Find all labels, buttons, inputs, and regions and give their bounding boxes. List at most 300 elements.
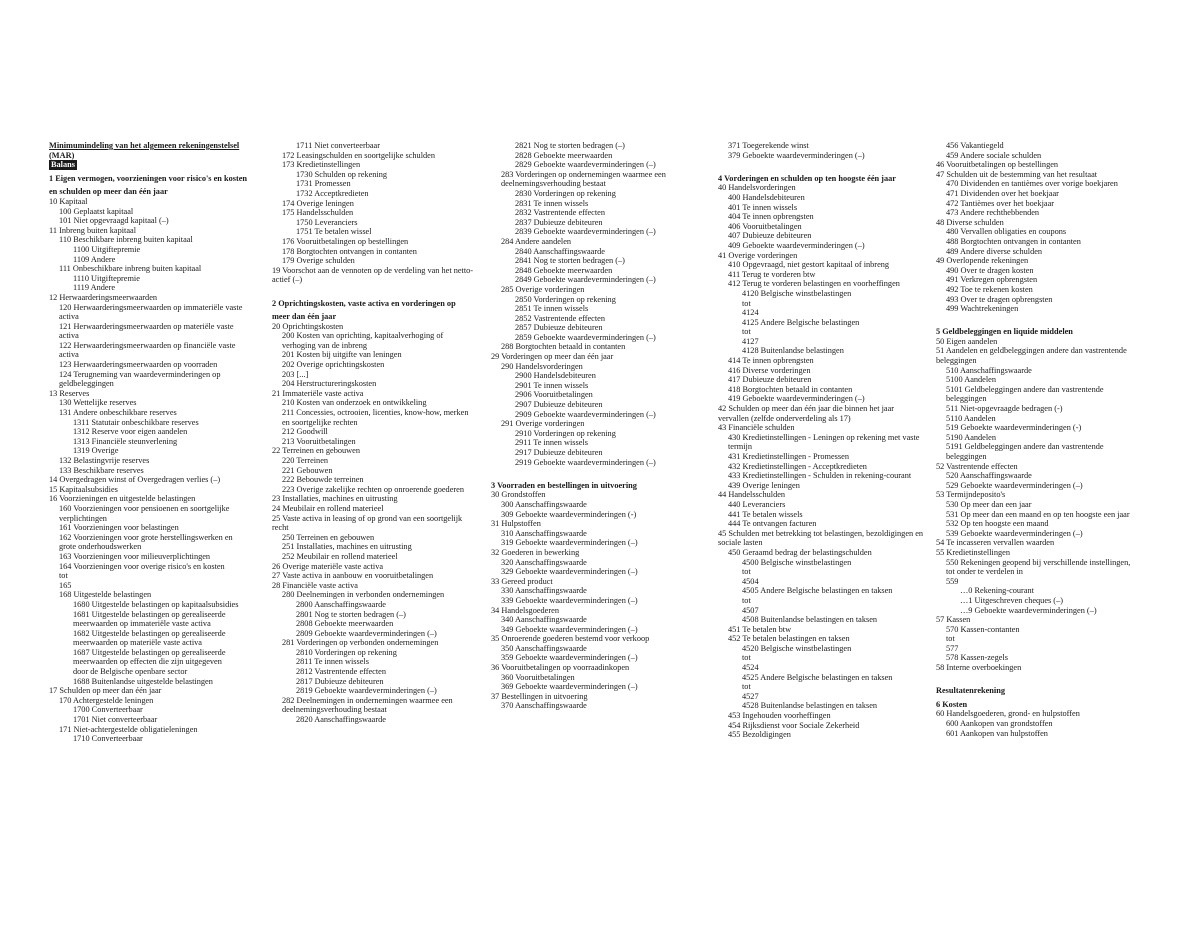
account-line: 310 Aanschaffingswaarde (501, 528, 587, 538)
account-line: 57 Kassen (936, 615, 971, 625)
account-line: 2828 Geboekte meerwaarden (515, 150, 613, 160)
account-line: 404 Te innen opbrengsten (728, 212, 814, 222)
account-line: 1109 Andere (73, 254, 116, 264)
account-line: 173 Kredietinstellingen (282, 160, 361, 170)
account-line: 5190 Aandelen (946, 432, 996, 442)
account-line: 252 Meubilair en rollend materieel (282, 551, 398, 561)
account-line: tot (742, 595, 751, 605)
account-line: 46 Vooruitbetalingen op bestellingen (936, 160, 1059, 170)
account-line: 14 Overgedragen winst of Overgedragen verlies (–) (49, 475, 221, 485)
account-line: 412 Terug te vorderen belastingen en voorheffingen (728, 279, 900, 289)
account-line: 290 Handelsvorderingen (501, 361, 583, 371)
account-line: 440 Leveranciers (728, 499, 786, 509)
account-line: 432 Kredietinstellingen - Acceptkredieten (728, 461, 867, 471)
account-line: 164 Voorzieningen voor overige risico's en kosten (59, 561, 225, 571)
account-line: 24 Meubilair en rollend materieel (272, 503, 384, 513)
account-line: 2819 Geboekte waardeverminderingen (–) (296, 686, 437, 696)
account-line: 210 Kosten van onderzoek en ontwikkeling (282, 398, 427, 408)
account-line: 4508 Buitenlandse belastingen en taksen (742, 615, 878, 625)
account-line: 309 Geboekte waardeverminderingen (-) (501, 509, 637, 519)
account-line: 417 Dubieuze debiteuren (728, 375, 812, 385)
account-line: 2810 Vorderingen op rekening (296, 647, 397, 657)
account-line: 371 Toegerekende winst (728, 141, 809, 150)
account-line: 2906 Vooruitbetalingen (515, 390, 593, 400)
account-line: 360 Vooruitbetalingen (501, 672, 575, 682)
account-line: 2909 Geboekte waardeverminderingen (–) (515, 409, 656, 419)
account-line: 2907 Dubieuze debiteuren (515, 400, 603, 410)
section-heading: 3 Voorraden en bestellingen in uitvoering (491, 480, 637, 490)
account-line: 4125 Andere Belgische belastingen (742, 317, 860, 327)
account-line: verplichtingen (59, 513, 107, 523)
account-line: 1732 Acceptkredieten (296, 188, 369, 198)
account-line: 492 Toe te rekenen kosten (946, 284, 1033, 294)
section-heading: 2 Oprichtingskosten, vaste activa en vorderingen op (272, 298, 456, 308)
account-line: 5100 Aandelen (946, 375, 996, 385)
account-line: 350 Aanschaffingswaarde (501, 643, 587, 653)
account-line: beleggingen (946, 394, 987, 404)
account-line: 223 Overige zakelijke rechten op onroerende goederen (282, 484, 464, 494)
account-line: 120 Herwaarderingsmeerwaarden op immateriële vaste (59, 302, 243, 312)
account-line: 44 Handelsschulden (718, 490, 786, 500)
account-line: 133 Beschikbare reserves (59, 465, 144, 475)
account-line: 23 Installaties, machines en uitrusting (272, 494, 398, 504)
account-line: 2830 Vorderingen op rekening (515, 188, 616, 198)
account-line: 285 Overige vorderingen (501, 284, 585, 294)
column-2 (272, 141, 490, 725)
account-line: vervallen (zelfde onderverdeling als 17) (718, 413, 851, 423)
account-line: 1313 Financiële steunverlening (73, 436, 178, 446)
account-line: 1688 Buitenlandse uitgestelde belastingen (73, 676, 213, 686)
account-line: 4504 (742, 576, 759, 586)
column-4 (718, 141, 930, 740)
account-line: 2910 Vorderingen op rekening (515, 428, 616, 438)
account-line: 539 Geboekte waardeverminderingen (–) (946, 528, 1083, 538)
section-heading: 5 Geldbeleggingen en liquide middelen (936, 327, 1073, 337)
account-line: 452 Te betalen belastingen en taksen (728, 634, 850, 644)
account-line: 43 Financiële schulden (718, 423, 795, 433)
account-line: 489 Andere diverse schulden (946, 246, 1043, 256)
account-line: tot (946, 634, 955, 644)
account-line: 2849 Geboekte waardeverminderingen (–) (515, 275, 656, 285)
account-line: 1751 Te betalen wissel (296, 227, 372, 237)
account-line: 2851 Te innen wissels (515, 304, 589, 314)
account-line: meerwaarden op materiële vaste activa (73, 638, 202, 648)
account-line: 499 Wachtrekeningen (946, 304, 1019, 314)
account-line: sociale lasten (718, 538, 763, 548)
document-tag: (MAR) (49, 150, 75, 160)
section-heading: 6 Kosten (936, 699, 968, 709)
account-line: 4120 Belgische winstbelastingen (742, 288, 852, 298)
account-line: 1710 Converteerbaar (73, 734, 143, 744)
account-line: 60 Handelsgoederen, grond- en hulpstoffen (936, 709, 1080, 719)
account-line: 45 Schulden met betrekking tot belastingen, bezoldigingen en (718, 528, 924, 538)
account-line: 131 Andere onbeschikbare reserves (59, 408, 177, 418)
account-line: 123 Herwaarderingsmeerwaarden op voorraden (59, 360, 218, 370)
account-line: 28 Financiële vaste activa (272, 580, 358, 590)
account-line: 459 Andere sociale schulden (946, 150, 1042, 160)
account-line: tot (59, 571, 68, 581)
account-line: 491 Verkregen opbrengsten (946, 275, 1038, 285)
account-line: 2852 Vastrentende effecten (515, 313, 606, 323)
account-line: 450 Geraamd bedrag der belastingschulden (728, 547, 872, 557)
account-line: 480 Vervallen obligaties en coupons (946, 227, 1067, 237)
account-line: 58 Interne overboekingen (936, 663, 1022, 673)
account-line: 162 Voorzieningen voor grote herstellingswerken en (59, 532, 233, 542)
account-line: 16 Voorzieningen en uitgestelde belastingen (49, 494, 196, 504)
account-line: activa (59, 312, 79, 322)
account-line: 439 Overige leningen (728, 480, 800, 490)
account-line: 15 Kapitaalsubsidies (49, 484, 118, 494)
account-line: …0 Rekening-courant (960, 586, 1034, 596)
account-line: 2919 Geboekte waardeverminderingen (–) (515, 457, 656, 467)
account-line: 369 Geboekte waardeverminderingen (–) (501, 682, 638, 692)
account-line: meerwaarden op immateriële vaste activa (73, 619, 211, 629)
account-line: 2811 Te innen wissels (296, 657, 369, 667)
account-line (272, 285, 490, 295)
account-line: 37 Bestellingen in uitvoering (491, 691, 588, 701)
account-line: 490 Over te dragen kosten (946, 265, 1034, 275)
account-line: 340 Aanschaffingswaarde (501, 615, 587, 625)
account-line: 55 Kredietinstellingen (936, 547, 1010, 557)
account-line: 34 Handelsgoederen (491, 605, 559, 615)
account-line (936, 673, 1174, 683)
account-line: 288 Borgtochten betaald in contanten (501, 342, 626, 352)
account-line: 471 Dividenden over het boekjaar (946, 188, 1059, 198)
account-line: recht (272, 523, 289, 533)
account-line: 100 Geplaatst kapitaal (59, 206, 134, 216)
account-line: 281 Vorderingen op verbonden ondernemingen (282, 638, 439, 648)
account-line: 1100 Uitgiftepremie (73, 244, 141, 254)
account-line: 1750 Leveranciers (296, 217, 358, 227)
account-line: 532 Op ten hoogste een maand (946, 519, 1049, 529)
account-line: 401 Te innen wissels (728, 202, 798, 212)
account-line: 2831 Te innen wissels (515, 198, 589, 208)
account-line: 2801 Nog te storten bedragen (–) (296, 609, 406, 619)
account-line: 349 Geboekte waardeverminderingen (–) (501, 624, 638, 634)
account-line: 2859 Geboekte waardeverminderingen (–) (515, 332, 656, 342)
account-line: 578 Kassen-zegels (946, 653, 1008, 663)
account-line: tot (742, 682, 751, 692)
account-line: 319 Geboekte waardeverminderingen (–) (501, 538, 638, 548)
account-line: 519 Geboekte waardeverminderingen (-) (946, 423, 1082, 433)
account-line: 170 Achtergestelde leningen (59, 695, 154, 705)
account-line: 2821 Nog te storten bedragen (–) (515, 141, 625, 150)
account-line: 1680 Uitgestelde belastingen op kapitaalsubsidies (73, 599, 239, 609)
account-line: 2837 Dubieuze debiteuren (515, 217, 603, 227)
account-line: 1311 Statutair onbeschikbare reserves (73, 417, 199, 427)
account-line: 4528 Buitenlandse belastingen en taksen (742, 701, 878, 711)
account-line: 1687 Uitgestelde belastingen op gerealiseerde (73, 647, 226, 657)
account-line: 50 Eigen aandelen (936, 336, 998, 346)
account-line: 54 Te incasseren vervallen waarden (936, 538, 1055, 548)
account-line: 222 Bebouwde terreinen (282, 475, 364, 485)
account-line: 410 Opgevraagd, niet gestort kapitaal of inbreng (728, 260, 890, 270)
account-line: 453 Ingehouden voorheffingen (728, 711, 831, 721)
account-line: 20 Oprichtingskosten (272, 321, 344, 331)
account-line: 5101 Geldbeleggingen andere dan vastrentende (946, 384, 1104, 394)
column-1-lines (49, 174, 265, 744)
account-line: 29 Vorderingen op meer dan één jaar (491, 352, 614, 362)
account-line: 221 Gebouwen (282, 465, 333, 475)
column-1 (49, 141, 265, 744)
account-line: 456 Vakantiegeld (946, 141, 1004, 150)
account-line: 31 Hulpstoffen (491, 519, 541, 529)
account-line: 163 Voorzieningen voor milieuverplichtingen (59, 551, 211, 561)
account-line (936, 314, 1174, 324)
account-line: 1110 Uitgiftepremie (73, 273, 140, 283)
account-line: 4527 (742, 691, 759, 701)
account-line (491, 467, 721, 477)
account-line: 530 Op meer dan een jaar (946, 499, 1032, 509)
account-line: …1 Uitgeschreven cheques (–) (960, 595, 1063, 605)
account-line: 176 Vooruitbetalingen op bestellingen (282, 236, 409, 246)
account-line: 1312 Reserve voor eigen aandelen (73, 427, 188, 437)
account-line: 411 Terug te vorderen btw (728, 269, 816, 279)
account-line: 550 Rekeningen geopend bij verschillende instellingen, (946, 557, 1131, 567)
account-line: grote onderhoudswerken (59, 542, 142, 552)
account-line: 330 Aanschaffingswaarde (501, 586, 587, 596)
account-line: 414 Te innen opbrengsten (728, 356, 814, 366)
account-line: verhoging van de inbreng (282, 340, 368, 350)
account-line: 42 Schulden op meer dan één jaar die binnen het jaar (718, 404, 895, 414)
account-line: 52 Vastrentende effecten (936, 461, 1018, 471)
account-line: 201 Kosten bij uitgifte van leningen (282, 350, 402, 360)
account-line: 13 Reserves (49, 388, 90, 398)
section-heading: 4 Vorderingen en schulden op ten hoogste één jaar (718, 173, 896, 183)
account-line: 121 Herwaarderingsmeerwaarden op materiële vaste (59, 321, 234, 331)
account-line: 132 Belastingvrije reserves (59, 456, 150, 465)
account-line: 1711 Niet converteerbaar (296, 141, 381, 150)
account-line: 284 Andere aandelen (501, 236, 572, 246)
account-line: 2812 Vastrentende effecten (296, 667, 387, 677)
account-line: 320 Aanschaffingswaarde (501, 557, 587, 567)
account-line: 175 Handelsschulden (282, 208, 354, 218)
account-line: 49 Overlopende rekeningen (936, 256, 1029, 266)
account-line: 220 Terreinen (282, 456, 329, 465)
account-line: 48 Diverse schulden (936, 217, 1004, 227)
account-line: 25 Vaste activa in leasing of op grond van een soortgelijk (272, 513, 463, 523)
account-line: geldbeleggingen (59, 379, 114, 389)
account-line: 531 Op meer dan een maand en op ten hoogste een jaar (946, 509, 1130, 519)
account-line: 30 Grondstoffen (491, 490, 546, 500)
account-line: 2800 Aanschaffingswaarde (296, 599, 386, 609)
section-heading: en schulden op meer dan één jaar (49, 187, 168, 197)
document-subtag: Balans (51, 160, 75, 170)
account-line: 21 Immateriële vaste activa (272, 388, 364, 398)
account-line: 430 Kredietinstellingen - Leningen op rekening met vaste (728, 432, 920, 442)
account-line: 12 Herwaarderingsmeerwaarden (49, 292, 158, 302)
account-line: 10 Kapitaal (49, 196, 88, 206)
account-line: 200 Kosten van oprichting, kapitaalverhoging of (282, 331, 444, 341)
account-line: door de Belgische openbare sector (73, 667, 188, 677)
account-line: 359 Geboekte waardeverminderingen (–) (501, 653, 638, 663)
account-line: 1701 Niet converteerbaar (73, 715, 158, 725)
account-line: 455 Bezoldigingen (728, 730, 791, 740)
account-line: 300 Aanschaffingswaarde (501, 499, 587, 509)
account-line: 1681 Uitgestelde belastingen op gerealiseerde (73, 609, 226, 619)
account-line: 570 Kassen-contanten (946, 624, 1020, 634)
account-line: 329 Geboekte waardeverminderingen (–) (501, 567, 638, 577)
account-line: tot onder te verdelen in (946, 567, 1023, 577)
account-line: 2840 Aanschaffingswaarde (515, 246, 605, 256)
account-line: 51 Aandelen en geldbeleggingen andere dan vastrentende (936, 346, 1127, 356)
account-line: activa (59, 331, 79, 341)
account-line: 101 Niet opgevraagd kapitaal (–) (59, 216, 169, 226)
account-line: 168 Uitgestelde belastingen (59, 590, 152, 600)
account-line: 17 Schulden op meer dan één jaar (49, 686, 162, 696)
account-line: 4124 (742, 308, 759, 318)
account-line: termijn (728, 442, 752, 452)
account-line: 172 Leasingschulden en soortgelijke schulden (282, 150, 435, 160)
account-line: 2917 Dubieuze debiteuren (515, 448, 603, 457)
document-title: Minimumindeling van het algemeen rekeningenstelsel (49, 141, 240, 150)
account-line: 291 Overige vorderingen (501, 419, 585, 429)
account-line: 2808 Geboekte meerwaarden (296, 619, 394, 629)
account-line: 53 Termijndeposito's (936, 490, 1006, 500)
account-line: 4505 Andere Belgische belastingen en taksen (742, 586, 893, 596)
account-line: 280 Deelnemingen in verbonden ondernemingen (282, 590, 445, 600)
account-line: 406 Vooruitbetalingen (728, 221, 802, 231)
account-line: 559 (946, 576, 959, 586)
account-line: 488 Borgtochten ontvangen in contanten (946, 236, 1081, 246)
account-line: 1730 Schulden op rekening (296, 169, 388, 179)
account-line: 5191 Geldbeleggingen andere dan vastrentende (946, 442, 1104, 452)
account-line: 211 Concessies, octrooien, licenties, know-how, merken (282, 408, 469, 418)
account-line: 27 Vaste activa in aanbouw en vooruitbetalingen (272, 571, 434, 581)
account-line: 5110 Aandelen (946, 413, 996, 423)
account-line: 2829 Geboekte waardeverminderingen (–) (515, 160, 656, 170)
account-line: 179 Overige schulden (282, 256, 355, 266)
account-line: 2900 Handelsdebiteuren (515, 371, 596, 381)
account-line: 2832 Vastrentende effecten (515, 208, 606, 218)
account-line: 419 Geboekte waardeverminderingen (–) (728, 394, 865, 404)
account-line: 2817 Dubieuze debiteuren (296, 676, 384, 686)
account-line: 451 Te betalen btw (728, 624, 792, 634)
account-line: 418 Borgtochten betaald in contanten (728, 384, 853, 394)
section-heading: meer dan één jaar (272, 312, 337, 322)
account-line: activa (59, 350, 79, 360)
account-line: 19 Voorschot aan de vennoten op de verdeling van het netto- (272, 265, 474, 275)
account-line: 33 Gereed product (491, 576, 553, 586)
account-line: 32 Goederen in bewerking (491, 547, 580, 557)
account-line: 4520 Belgische winstbelastingen (742, 643, 852, 653)
account-line: 11 Inbreng buiten kapitaal (49, 225, 137, 235)
account-line: 510 Aanschaffingswaarde (946, 365, 1032, 375)
account-line: 470 Dividenden en tantièmes over vorige boekjaren (946, 179, 1118, 189)
account-line: 110 Beschikbare inbreng buiten kapitaal (59, 235, 193, 245)
account-line: 212 Goodwill (282, 427, 328, 437)
account-line: 171 Niet-achtergestelde obligatieleningen (59, 724, 198, 734)
account-line: en soortgelijke rechten (282, 417, 358, 427)
account-line: 529 Geboekte waardeverminderingen (–) (946, 480, 1083, 490)
account-line: 431 Kredietinstellingen - Promessen (728, 452, 849, 461)
account-line: 4127 (742, 336, 759, 346)
account-line: 40 Handelsvorderingen (718, 183, 796, 193)
account-line: 577 (946, 643, 959, 653)
account-line: 35 Onroerende goederen bestemd voor verkoop (491, 634, 650, 644)
account-line: 454 Rijksdienst voor Sociale Zekerheid (728, 720, 860, 730)
account-line: 2839 Geboekte waardeverminderingen (–) (515, 227, 656, 237)
account-line: 47 Schulden uit de bestemming van het resultaat (936, 169, 1098, 179)
account-line: 174 Overige leningen (282, 198, 354, 208)
account-line: 1119 Andere (73, 283, 116, 293)
account-line: 2820 Aanschaffingswaarde (296, 715, 386, 725)
account-line: 2809 Geboekte waardeverminderingen (–) (296, 628, 437, 638)
account-line: 22 Terreinen en gebouwen (272, 446, 360, 456)
account-line: 130 Wettelijke reserves (59, 398, 137, 408)
account-line: deelnemingsverhouding bestaat (501, 179, 606, 189)
account-line: 26 Overige materiële vaste activa (272, 561, 384, 571)
account-line: 473 Andere rechthebbenden (946, 208, 1040, 218)
account-line: 493 Over te dragen opbrengsten (946, 294, 1053, 304)
account-line: 283 Vorderingen op ondernemingen waarmee een (501, 169, 666, 179)
account-line: 178 Borgtochten ontvangen in contanten (282, 246, 417, 256)
account-line: 160 Voorzieningen voor pensioenen en soortgelijke (59, 503, 230, 513)
account-line: 202 Overige oprichtingskosten (282, 360, 385, 370)
account-line: 4524 (742, 663, 759, 673)
account-line: 1700 Converteerbaar (73, 705, 143, 715)
section-heading: 1 Eigen vermogen, voorzieningen voor risico's en kosten (49, 173, 248, 183)
account-line: 601 Aankopen van hulpstoffen (946, 728, 1048, 738)
account-line: 2848 Geboekte meerwaarden (515, 265, 613, 275)
account-line: 36 Vooruitbetalingen op voorraadinkopen (491, 663, 630, 673)
account-line: beleggingen (936, 356, 977, 366)
account-line: 370 Aanschaffingswaarde (501, 701, 587, 711)
account-line: 444 Te ontvangen facturen (728, 519, 817, 529)
account-line: 41 Overige vorderingen (718, 250, 798, 260)
account-line: tot (742, 298, 751, 308)
account-line: 122 Herwaarderingsmeerwaarden op financiële vaste (59, 340, 236, 350)
account-line: 416 Diverse vorderingen (728, 365, 811, 375)
account-line: 251 Installaties, machines en uitrusting (282, 542, 412, 552)
account-line: 409 Geboekte waardeverminderingen (–) (728, 240, 865, 250)
account-line: 339 Geboekte waardeverminderingen (–) (501, 595, 638, 605)
section-heading: Resultatenrekening (936, 686, 1005, 696)
account-line: 203 [...] (282, 369, 309, 379)
account-line: actief (–) (272, 275, 303, 285)
account-line: 4525 Andere Belgische belastingen en taksen (742, 672, 893, 682)
account-line: 400 Handelsdebiteuren (728, 192, 805, 202)
account-line: 1682 Uitgestelde belastingen op gerealiseerde (73, 628, 226, 638)
account-line: 441 Te betalen wissels (728, 509, 803, 519)
account-line: 433 Kredietinstellingen - Schulden in rekening-courant (728, 471, 912, 481)
account-line: 213 Vooruitbetalingen (282, 436, 356, 446)
account-line: 2850 Vorderingen op rekening (515, 294, 616, 304)
account-line: beleggingen (946, 452, 987, 461)
account-line: meerwaarden op effecten die zijn uitgegeven (73, 657, 222, 667)
account-line: 472 Tantièmes over het boekjaar (946, 198, 1055, 208)
account-line: 282 Deelnemingen in ondernemingen waarmee een (282, 695, 453, 705)
account-line: tot (742, 653, 751, 663)
account-line: 520 Aanschaffingswaarde (946, 471, 1032, 481)
account-line: …9 Geboekte waardeverminderingen (–) (960, 605, 1097, 615)
account-line: 124 Terugneming van waardeverminderingen op (59, 369, 221, 379)
account-line: 511 Niet-opgevraagde bedragen (-) (946, 404, 1063, 414)
account-line: 379 Geboekte waardeverminderingen (–) (728, 150, 865, 160)
account-line: 4128 Buitenlandse belastingen (742, 346, 844, 356)
account-line: 2841 Nog te storten bedragen (–) (515, 256, 625, 266)
account-line: 1731 Promessen (296, 179, 351, 189)
account-line: tot (742, 327, 751, 337)
account-line: 165 (59, 580, 72, 590)
account-line: 1319 Overige (73, 446, 119, 456)
account-line: 111 Onbeschikbare inbreng buiten kapitaal (59, 264, 202, 274)
account-line: 4500 Belgische winstbelastingen (742, 557, 852, 567)
account-line: tot (742, 567, 751, 577)
account-line: 4507 (742, 605, 759, 615)
account-line: 161 Voorzieningen voor belastingen (59, 523, 179, 533)
account-line: 600 Aankopen van grondstoffen (946, 719, 1053, 729)
